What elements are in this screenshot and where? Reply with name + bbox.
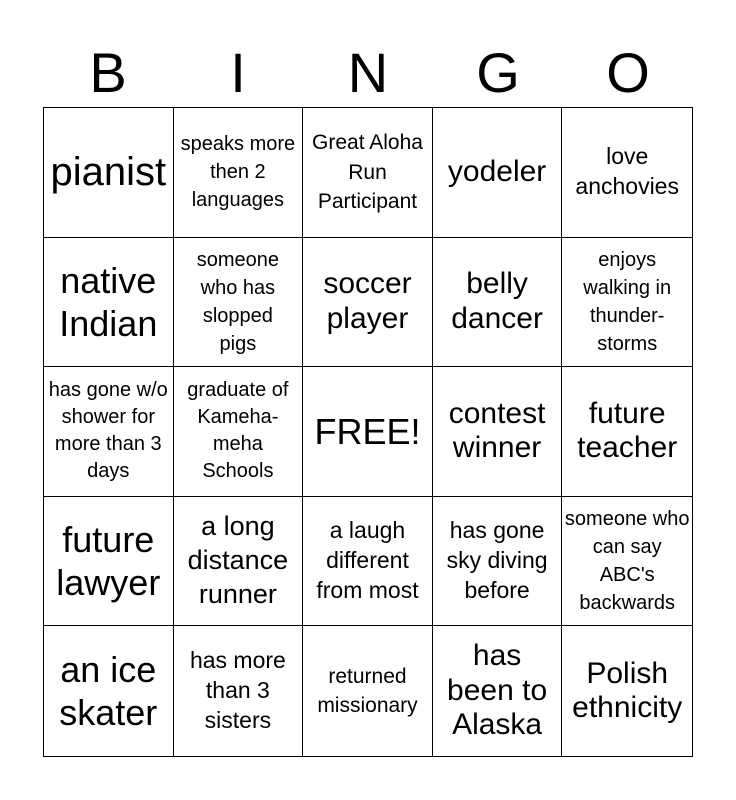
header-letter-n: N bbox=[347, 41, 389, 104]
bingo-cell[interactable] bbox=[174, 497, 304, 627]
cell-text: Great Aloha Run Participant bbox=[312, 131, 423, 213]
cell-text: belly dancer bbox=[451, 267, 543, 335]
cell-text: a long distance runner bbox=[187, 511, 289, 609]
header-letter-g: G bbox=[476, 41, 520, 104]
bingo-board bbox=[43, 107, 693, 757]
cell-text: native Indian bbox=[59, 259, 158, 344]
cell-text: enjoys walking in thunder-storms bbox=[583, 248, 672, 355]
cell-text: yodeler bbox=[447, 155, 547, 189]
bingo-cell[interactable] bbox=[433, 626, 563, 756]
bingo-cell[interactable] bbox=[174, 626, 304, 756]
bingo-cell[interactable] bbox=[174, 367, 304, 497]
bingo-cell[interactable] bbox=[433, 367, 563, 497]
header-letter-b: B bbox=[89, 41, 127, 104]
cell-text: speaks more then 2 languages bbox=[180, 133, 296, 212]
bingo-cell[interactable] bbox=[562, 626, 692, 756]
bingo-cell[interactable] bbox=[562, 367, 692, 497]
cell-text: soccer player bbox=[323, 267, 412, 335]
cell-text: future lawyer bbox=[56, 518, 161, 604]
bingo-cell[interactable] bbox=[44, 497, 174, 627]
bingo-cell[interactable] bbox=[303, 626, 433, 756]
bingo-cell[interactable] bbox=[44, 367, 174, 497]
bingo-cell[interactable] bbox=[174, 108, 304, 238]
bingo-cell[interactable] bbox=[433, 238, 563, 368]
bingo-header bbox=[43, 40, 693, 106]
cell-text: Polish ethnicity bbox=[572, 656, 683, 725]
cell-text: someone who can say ABC's backwards bbox=[564, 508, 690, 615]
cell-text: has more than 3 sisters bbox=[189, 647, 286, 734]
bingo-cell[interactable] bbox=[303, 238, 433, 368]
bingo-cell[interactable] bbox=[44, 108, 174, 238]
cell-text: someone who has slopped pigs bbox=[196, 248, 280, 355]
cell-text: future teacher bbox=[577, 396, 678, 465]
bingo-cell[interactable] bbox=[174, 238, 304, 368]
cell-text: an ice skater bbox=[59, 649, 158, 734]
cell-text: FREE! bbox=[314, 410, 421, 452]
bingo-cell[interactable] bbox=[303, 108, 433, 238]
cell-text: graduate of Kameha-meha Schools bbox=[187, 379, 289, 483]
bingo-cell[interactable] bbox=[562, 497, 692, 627]
bingo-cell[interactable] bbox=[303, 367, 433, 497]
cell-text: returned missionary bbox=[317, 664, 418, 718]
bingo-cell[interactable] bbox=[44, 626, 174, 756]
cell-text: love anchovies bbox=[575, 143, 679, 200]
bingo-cell[interactable] bbox=[562, 238, 692, 368]
bingo-cell[interactable] bbox=[303, 497, 433, 627]
cell-text: a laugh different from most bbox=[316, 517, 419, 604]
cell-text: has gone w/o shower for more than 3 days bbox=[48, 379, 168, 483]
cell-text: contest winner bbox=[448, 396, 546, 465]
bingo-cell[interactable] bbox=[433, 497, 563, 627]
header-letter-i: I bbox=[230, 41, 246, 104]
header-letter-o: O bbox=[606, 41, 650, 104]
bingo-cell[interactable] bbox=[562, 108, 692, 238]
bingo-cell[interactable] bbox=[433, 108, 563, 238]
bingo-cell[interactable] bbox=[44, 238, 174, 368]
cell-text: has gone sky diving before bbox=[446, 517, 548, 604]
cell-text: has been to Alaska bbox=[447, 639, 548, 742]
cell-text: pianist bbox=[50, 150, 167, 195]
